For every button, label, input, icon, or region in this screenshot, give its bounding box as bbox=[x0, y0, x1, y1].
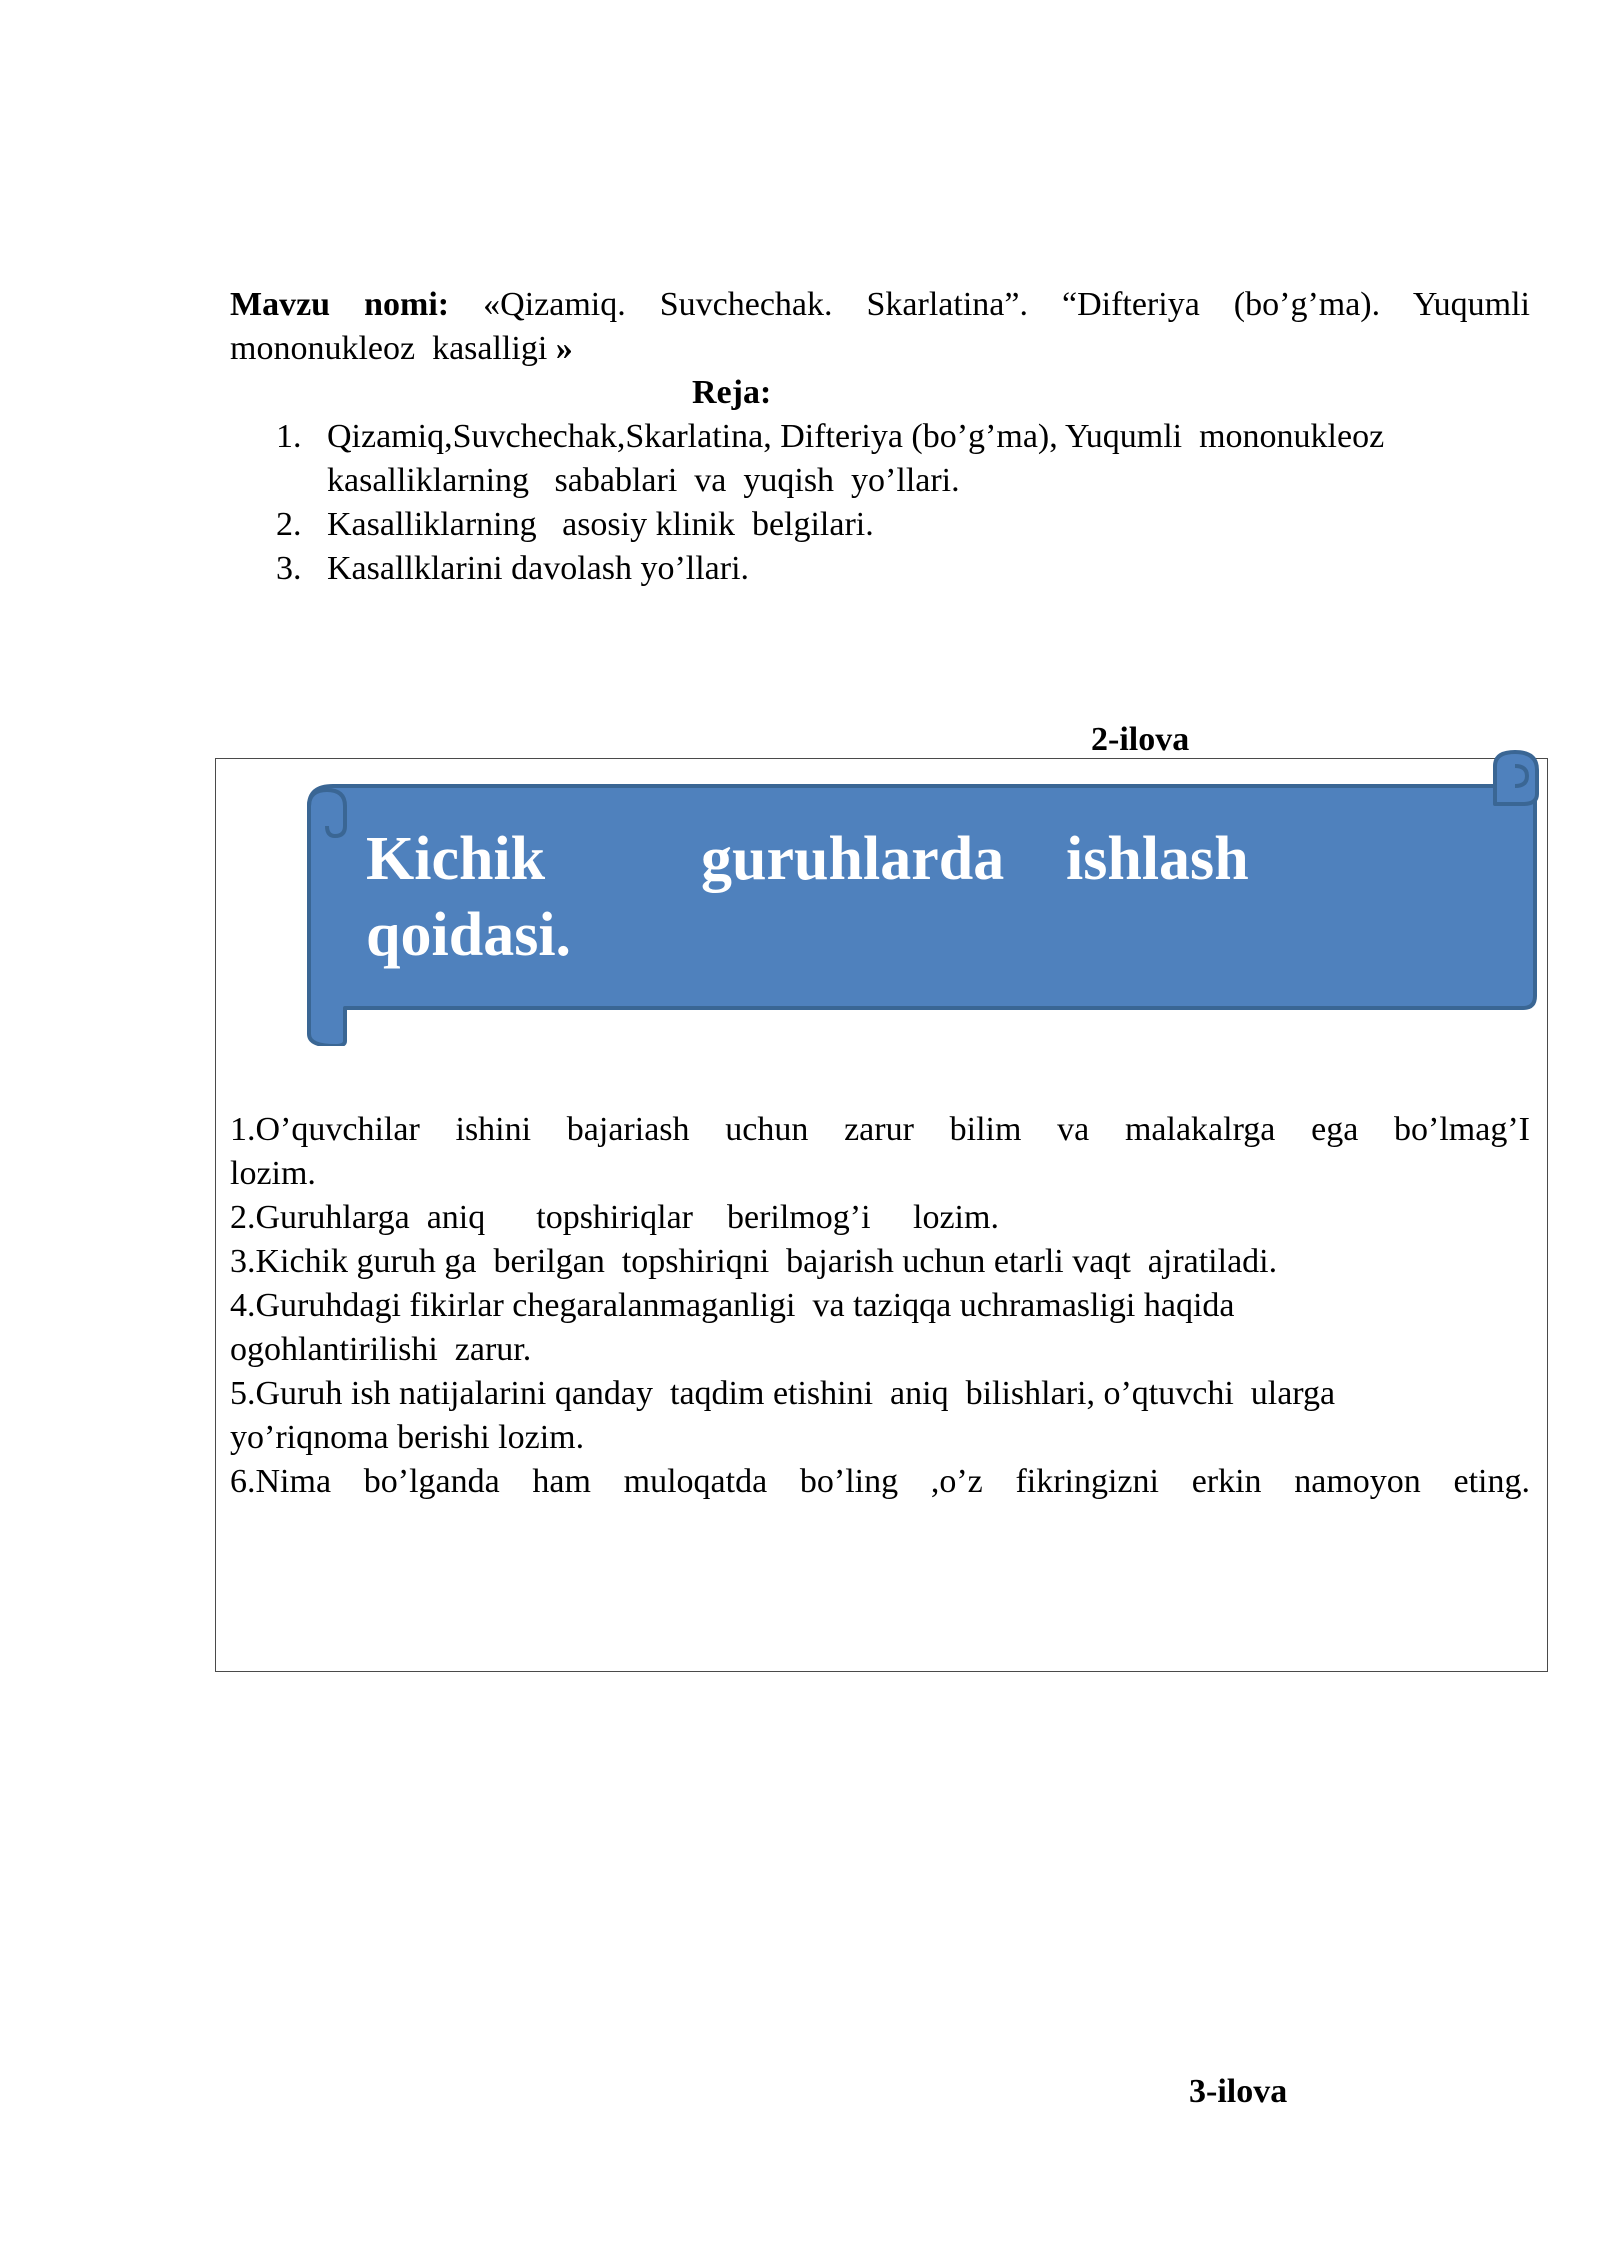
topic-line bbox=[230, 283, 1530, 327]
topic-title-close: » bbox=[555, 330, 573, 367]
rule-line: 5.Guruh ish natijalarini qanday taqdim etishini aniq bilishlari, o’qtuvchi ularga bbox=[230, 1375, 1336, 1412]
rule-line: yo’riqnoma berishi lozim. bbox=[230, 1419, 585, 1456]
plan-item-number: 3. bbox=[276, 550, 302, 587]
appendix-3-label: 3-ilova bbox=[1189, 2073, 1288, 2110]
rule-line: 1.O’quvchilar ishini bajariash uchun zarur bilim va malakalrga ega bo’lmag’I bbox=[230, 1111, 1530, 1148]
rule-line: 2.Guruhlarga aniq topshiriqlar berilmog’i lozim. bbox=[230, 1199, 999, 1236]
topic-title-part1: «Qizamiq. Suvchechak. Skarlatina”. “Difteriya (bo’g’ma). Yuqumli bbox=[483, 286, 1531, 323]
plan-item-number: 1. bbox=[276, 418, 302, 455]
topic-title-part2: mononukleoz kasalligi bbox=[230, 330, 556, 367]
banner-word: Kichik bbox=[366, 825, 546, 893]
plan-item-text: kasalliklarning sabablari va yuqish yo’llari. bbox=[327, 462, 960, 499]
rule-line: 3.Kichik guruh ga berilgan topshiriqni bajarish uchun etarli vaqt ajratiladi. bbox=[230, 1243, 1278, 1280]
rule-line: ogohlantirilishi zarur. bbox=[230, 1331, 532, 1368]
plan-item bbox=[276, 547, 750, 679]
rule-line: 4.Guruhdagi fikirlar chegaralanmaganligi va taziqqa uchramasligi haqida bbox=[230, 1287, 1235, 1324]
banner-word: ishlash bbox=[1066, 825, 1249, 893]
banner-word: qoidasi. bbox=[366, 901, 572, 969]
topic-line-2 bbox=[230, 327, 573, 371]
plan-item-number: 2. bbox=[276, 506, 302, 543]
plan-title: Reja: bbox=[692, 374, 772, 411]
topic-label: Mavzu nomi: bbox=[230, 286, 450, 323]
rule-line: 6.Nima bo’lganda ham muloqatda bo’ling ,o’z fikringizni erkin namoyon eting. bbox=[230, 1463, 1530, 1500]
appendix-2-label: 2-ilova bbox=[1091, 721, 1190, 758]
plan-item-text: Kasalliklarning asosiy klinik belgilari. bbox=[327, 506, 874, 543]
rule-line: lozim. bbox=[230, 1155, 316, 1192]
plan-item-text: Kasallklarini davolash yo’llari. bbox=[327, 550, 750, 587]
banner-word: guruhlarda bbox=[701, 825, 1005, 893]
plan-item-text: Qizamiq,Suvchechak,Skarlatina, Difteriya (bo’g’ma), Yuqumli mononukleoz bbox=[327, 418, 1385, 455]
